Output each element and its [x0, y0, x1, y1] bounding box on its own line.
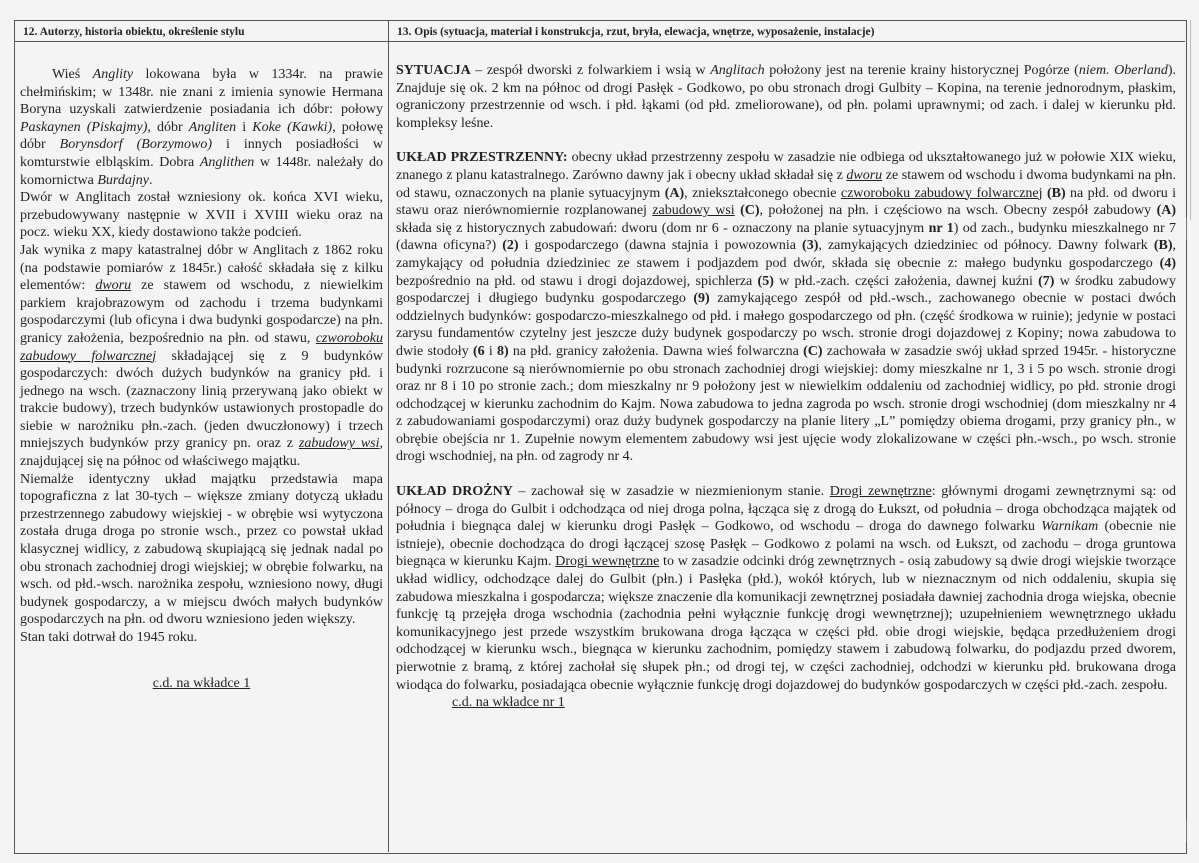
history-paragraph-2: Dwór w Anglitach został wzniesiony ok. końca XVI wieku, przebudowywany następnie w XVII i XVIII wieku oraz na pocz. wieku XX, kiedy dostawiono także podcień. [20, 190, 383, 241]
edge-mark [1186, 820, 1187, 842]
history-paragraph-5: Stan taki dotrwał do 1945 roku. [20, 630, 198, 645]
section-road-layout: UKŁAD DROŻNY – zachował się w zasadzie w niezmienionym stanie. Drogi zewnętrzne: głównymi drogami zewnętrznymi są: od północy – droga do Gulbit i odchodząca od niej droga polna, łącząca się z drogą do Łukszt, od południa – droga obchodząca majątek od południa i biegnąca dalej w kierunku drogi Pasłęk – Godkowo, od wschodu – droga do dawnego folwarku Warnikam (obecnie nie istnieje), obecnie dochodząca do drogi łączącej szosę Pasłęk – Godkowo z polami na wsch. od Łukszt, od zachodu – droga gruntowa biegnąca w kierunku Kajm. Drogi wewnętrzne to w zasadzie odcinki dróg zewnętrznych - osią zabudowy są dwie drogi wiejskie tworzące układ widlicy, odchodzące dalej do Gulbit (płn.) i Pasłęka (płd.), wokół których, lub w nieznacznym od nich oddaleniu, skupia się zabudowa mieszkalna i gospodarcza; większe znaczenie dla komunikacji zewnętrznej posiadała dawniej zachodnia droga wiejska, obecnie funkcję tą przejęła droga wschodnia (zachodnia pełni wyłącznie funkcję drogi wewnętrznej); uzupełnieniem wewnętrznego układu komunikacyjnego jest przede wszystkim brukowana droga łącząca w części płd. obie drogi wiejskie, będąca przedłużeniem drogi odchodzącej w kierunku wsch., biegnąca w kierunku zachodnim, pomiędzy stawem i zabudową folwarku, do podjazdu przed dworem, pierwotnie z bramą, z której zachołał się słupek płn.; od drogi tej, w części zachodniej, odchodzi w kierunku płd. brukowana droga wiodąca do folwarku, posiadająca obecnie wyłącznie funkcję drogi dojazdowej do budynków gospodarczych w części płd.-zach. zespołu. [396, 484, 1177, 693]
history-paragraph-1: Wieś Anglity lokowana była w 1334r. na prawie chełmińskim; w 1348r. nie znani z imienia synowie Hermana Boryna uzyskali zatwierdzenie posiadania ich dóbr: połowy Paskaynen (Piskajmy), dóbr Angliten i Koke (Kawki), połowę dóbr Borynsdorf (Borzymowo) i innych posiadłości w komturstwie elbląskim. Dobra Anglithen w 1448r. należały do komornictwa Burdajny. [20, 67, 384, 188]
column-divider [388, 20, 389, 852]
edge-mark [1186, 218, 1187, 240]
continued-note-right: c.d. na wkładce nr 1 [452, 695, 565, 711]
continued-note: c.d. na wkładce 1 [152, 675, 251, 691]
section-situation: SYTUACJA – zespół dworski z folwarkiem i wsią w Anglitach położony jest na terenie krainy historycznej Pogórze (niem. Oberland). Znajduje się ok. 2 km na północ od drogi Pasłęk - Godkowo, po obu stronach drogi Gulbity – Kopina, na terenie jednorodnym, płaskim, ograniczony przestrzennie od wsch. i płd. łąkami (od płd. zmeliorowane), od płn. polami uprawnymi; od zach. i dalej w kierunku płd. kompleksy leśne. [396, 63, 1176, 131]
section-spatial-layout: UKŁAD PRZESTRZENNY: obecny układ przestrzenny zespołu w zasadzie nie odbiega od ukształtowanego już w połowie XIX wieku, znanego z planu katastralnego. Zarówno dawny jak i obecny układ składał się z dworu ze stawem od wschodu i dwoma budynkami na płn. od stawu, oznaczonych na planie sytuacyjnym (A), zniekształconego obecnie czworoboku zabudowy folwarcznej (B) na płd. od dworu i stawu oraz nierównomiernie rozplanowanej zabudowy wsi (C), położonej na płn. i częściowo na wsch. Obecny zespół zabudowy (A) składa się z historycznych zabudowań: dworu (dom nr 6 - oznaczony na planie sytuacyjnym nr 1) od zach., budynku mieszkalnego nr 7 (dawna oficyna?) (2) i gospodarczego (dawna stajnia i powozownia (3), zamykających dziedziniec od północy. Dawny folwark (B), zamykający od południa dziedziniec ze stawem i podjazdem pod dwór, składa się obecnie z: małego budynku gospodarczego (4) bezpośrednio na płd. od stawu i drogi dojazdowej, spichlerza (5) w płd.-zach. części założenia, dawnej kuźni (7) w środku zabudowy gospodarczej i długiego budynku gospodarczego (9) zamykającego zespół od płd.-wsch., zachowanego obecnie w postaci dwóch oddzielnych budynków: gospodarczo-mieszkalnego od płd. i małego gospodarczego od płn. (część środkowa w ruinie); jedynie w postaci zarysu fundamentów czytelny jest jeszcze duży budynek gospodarczy po wsch. stronie drogi dojazdowej z Kopiny; nowa zabudowa to dwie stodoły (6 i 8) na płd. granicy założenia. Dawna wieś folwarczna (C) zachowała w zasadzie swój układ sprzed 1945r. - historyczne budynki rozrzucone są nierównomiernie po obu stronach zachodniej drogi wiejskiej: domy mieszkalne nr 1, 3 i 5 po wsch. stronie drogi oraz nr 8 i 10 po stronie zach.; dom mieszkalny nr 9 położony jest w niewielkim oddaleniu od zachodniej widlicy, po płd. stronie drogi odchodzącej w kierunku zachodnim do Kajm. Nowa zabudowa to jedna zagroda po wsch. stronie drogi wschodniej (dom mieszkalny nr 4 z zabudowaniami gospodarczymi) oraz duży budynek gospodarczy na planie litery „L” pomiędzy obiema drogami, przy granicy płn., w obrębie obejścia nr 1. Zupełnie nowym elementem zabudowy wsi jest ujęcie wody zlokalizowane w części płn.-wsch., po wsch. stronie drogi wschodniej, na płn. od zagrody nr 4. [396, 150, 1177, 465]
history-paragraph-4: Niemalże identyczny układ majątku przedstawia mapa topograficzna z lat 30-tych – większe zmiany dotyczą układu przestrzennego zabudowy wiejskiej - w obrębie wsi wytyczona została druga droga po stronie wsch., przez co powstał układ klasycznej widlicy, z zabudową skupiającą się jednak nadal po obu stronach zachodniej drogi wiejskiej; w obrębie folwarku, na wsch. od płd.-wsch. narożnika zespołu, wzniesiono nowy, długi budynek gospodarczy, a w miejscu dwóch małych budynków gospodarczych na płn. od dworu wzniesiono jeden większy. [20, 471, 383, 628]
section-13-header: 13. Opis (sytuacja, materiał i konstrukcja, rzut, bryła, elewacja, wnętrze, wyposażenie, instalacje) [389, 22, 1185, 42]
history-column [20, 66, 383, 692]
history-paragraph-3: Jak wynika z mapy katastralnej dóbr w Anglitach z 1862 roku (na podstawie pomiarów z 1845r.) całość składała się z kilku elementów: dworu ze stawem od wschodu, z niewielkim parkiem krajobrazowym od zachodu i trzema budynkami gospodarczymi (lub oficyna i dwa budynki gospodarcze) na płn. granicy założenia, bezpośrednio na płn. od stawu, czworoboku zabudowy folwarcznej składającej się z 9 budynków gospodarczych: dwóch dużych budynków na granicy płd. i jednego na wsch. (zaznaczony linią przerywaną jako obiekt w trakcie budowy), trzech budynków ustawionych prostopadle do siebie w narożniku płn.-zach. (jeden dwuczłonowy) i trzech mniejszych budynków przy granicy pn. oraz z zabudowy wsi, znajdującej się na północ od właściwego majątku. [20, 242, 384, 470]
section-12-header: 12. Autorzy, historia obiektu, określenie stylu [15, 22, 388, 42]
description-column [396, 62, 1176, 712]
edge-mark [1190, 20, 1191, 220]
